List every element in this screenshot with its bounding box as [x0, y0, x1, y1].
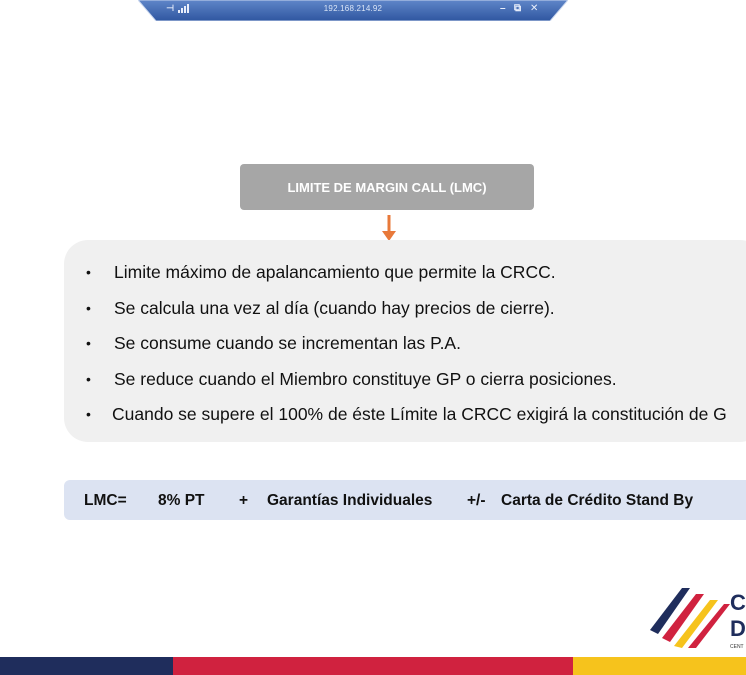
bullet-item — [86, 292, 727, 328]
close-button[interactable]: ✕ — [530, 3, 539, 14]
bullet-dot: • — [86, 299, 91, 316]
formula-bar — [64, 480, 746, 520]
logo-letter-2: D — [730, 616, 746, 641]
footer-band-red — [173, 657, 573, 675]
bullet-text: Cuando se supere el 100% de éste Límite la CRCC exigirá la constitución de G — [112, 404, 727, 424]
bullet-dot: • — [86, 406, 91, 422]
bullet-dot: • — [86, 264, 91, 280]
bullet-text: Limite máximo de apalancamiento que permite la CRCC. — [114, 262, 556, 282]
bullet-item — [86, 256, 727, 292]
remote-host-address: 192.168.214.92 — [323, 4, 383, 13]
formula-term-standby-letter: Carta de Crédito Stand By — [501, 492, 694, 509]
formula-operator-plus: + — [239, 492, 249, 509]
pin-icon[interactable]: ⊣ — [166, 3, 175, 13]
restore-button[interactable]: ⧉ — [514, 3, 522, 14]
slide-title: LIMITE DE MARGIN CALL (LMC) — [287, 179, 487, 195]
footer-color-band — [0, 657, 746, 675]
bullet-text: Se reduce cuando el Miembro constituye GP o cierra posiciones. — [114, 368, 617, 389]
formula-label: LMC= — [84, 492, 127, 509]
formula-term-pt: 8% PT — [158, 492, 205, 509]
logo-letter-1: C — [730, 590, 746, 615]
bullet-list — [86, 256, 727, 434]
bullet-panel — [64, 240, 746, 442]
company-logo — [648, 586, 746, 650]
slide-title-box — [240, 164, 534, 210]
remote-desktop-bar — [138, 0, 568, 21]
logo-stripes-icon — [648, 586, 730, 650]
minimize-button[interactable]: – — [500, 3, 506, 14]
arrow-down-icon — [380, 214, 398, 242]
bullet-item — [86, 398, 727, 434]
footer-band-yellow — [573, 657, 746, 675]
logo-caption: CENT — [730, 644, 744, 650]
bullet-item — [86, 363, 727, 399]
footer-band-navy — [0, 657, 173, 675]
bullet-text: Se calcula una vez al día (cuando hay precios de cierre). — [114, 297, 555, 318]
formula-term-guarantees: Garantías Individuales — [267, 492, 433, 509]
formula-operator-plus-minus: +/- — [467, 492, 486, 509]
bullet-dot: • — [86, 335, 91, 351]
bullet-text: Se consume cuando se incrementan las P.A. — [114, 333, 461, 353]
bullet-item — [86, 327, 727, 363]
bullet-dot: • — [86, 370, 91, 387]
